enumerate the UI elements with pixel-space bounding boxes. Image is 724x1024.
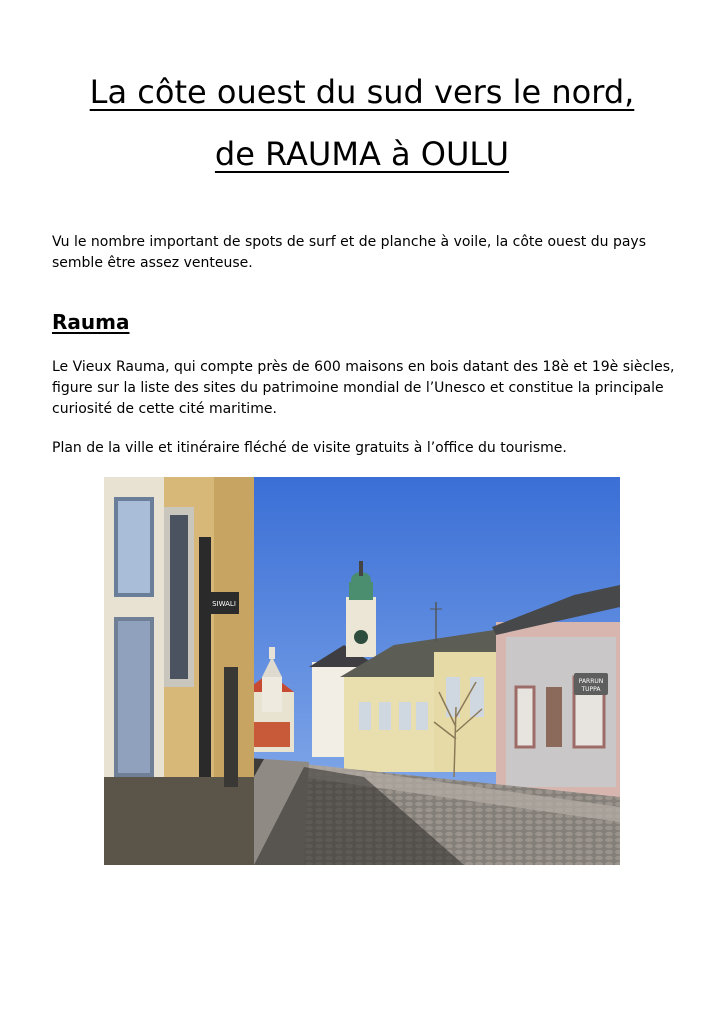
- rauma-description-paragraph: Le Vieux Rauma, qui compte près de 600 maisons en bois datant des 18è et 19è siècles, figure sur la liste des sites du patrimoine mondial de l’Unesco et constitue la principale curiosité de cette cité maritime.: [52, 359, 675, 417]
- section-heading-rauma: Rauma: [52, 310, 130, 334]
- rauma-street-photo: [104, 477, 620, 865]
- shop-sign-left: SIWALI: [212, 600, 236, 608]
- document-title-line-1: La côte ouest du sud vers le nord,: [89, 73, 635, 111]
- rauma-tourism-paragraph: Plan de la ville et itinéraire fléché de visite gratuits à l’office du tourisme.: [52, 440, 567, 456]
- shop-sign-right-line-2: TUPPA: [581, 686, 601, 693]
- document-title-line-2: de RAUMA à OULU: [214, 135, 510, 173]
- intro-paragraph: Vu le nombre important de spots de surf et de planche à voile, la côte ouest du pays semble être assez venteuse.: [52, 234, 646, 271]
- shop-sign-right-line-1: PARRUN: [578, 678, 604, 685]
